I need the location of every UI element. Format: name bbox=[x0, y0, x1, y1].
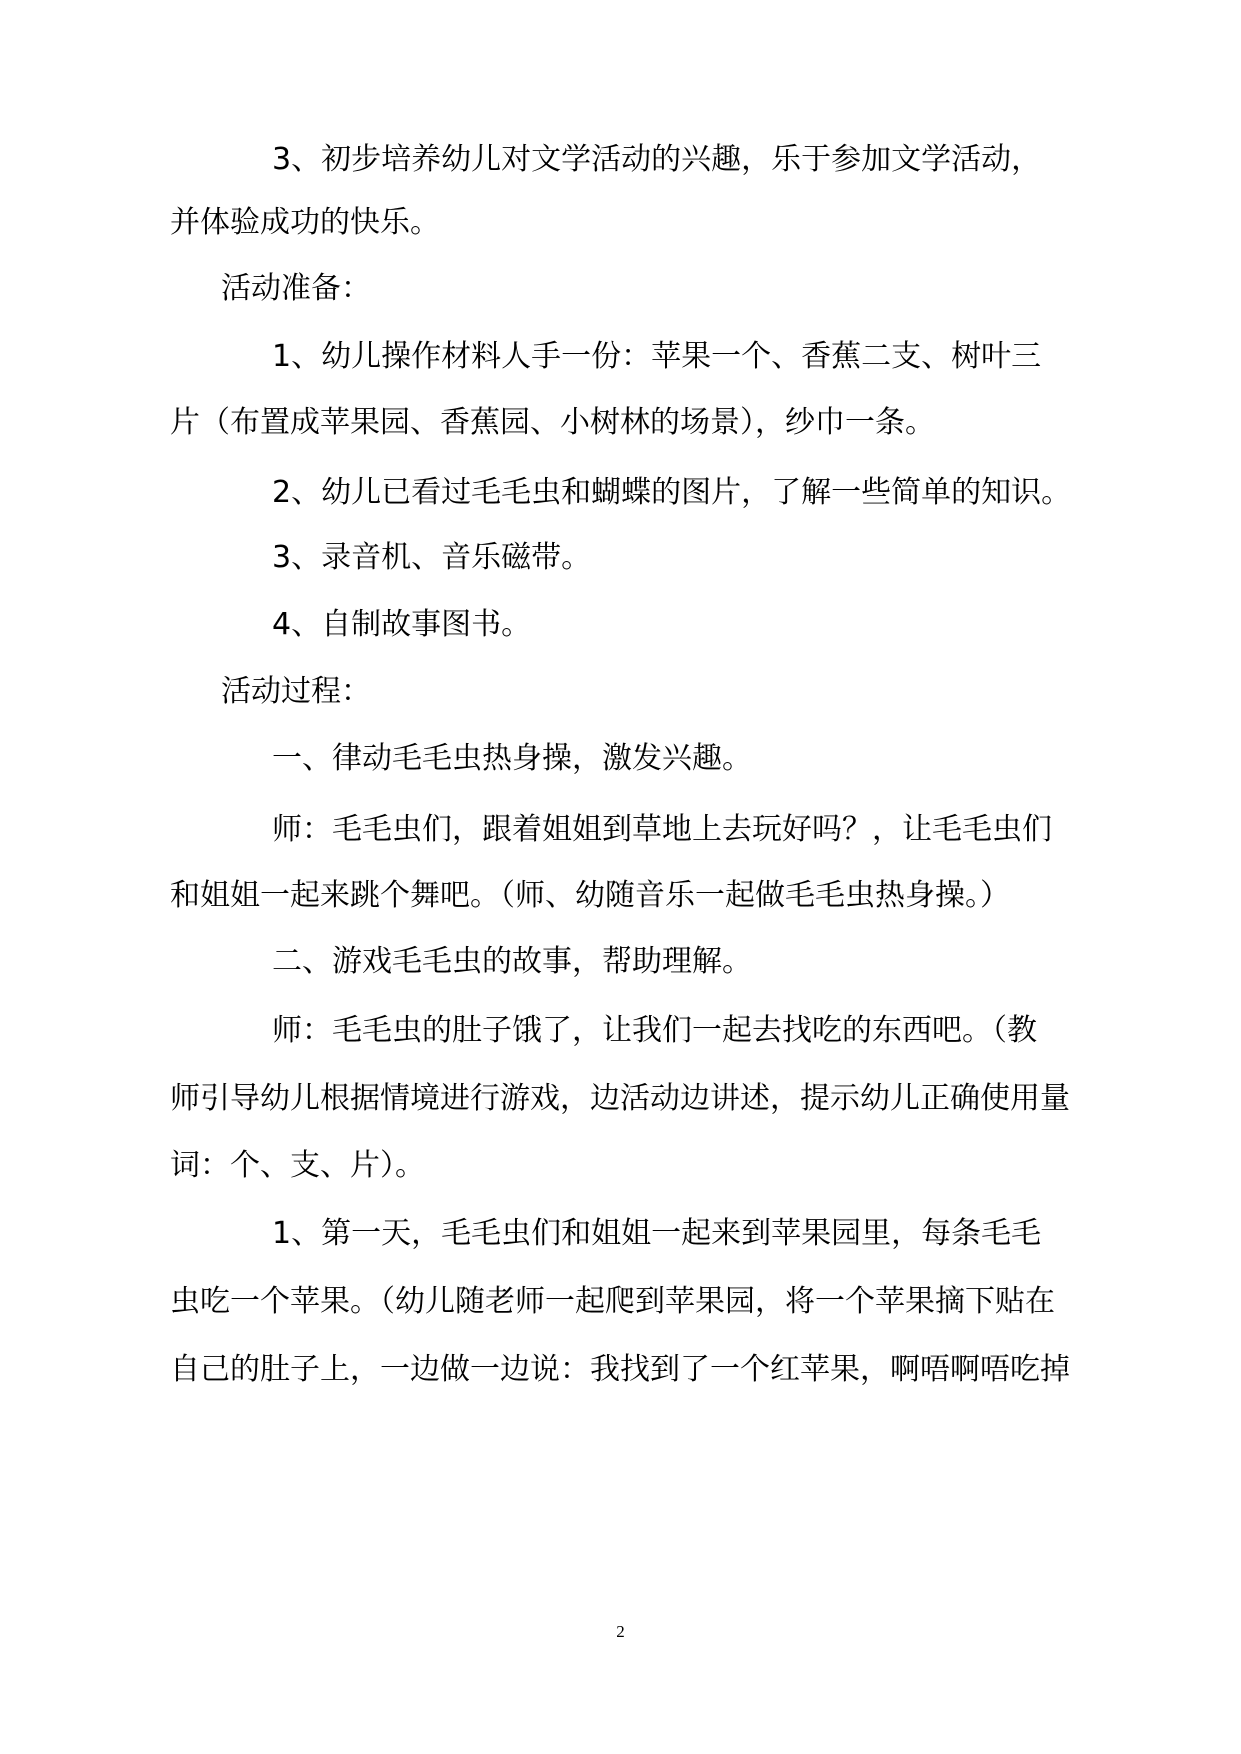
page-number: 2 bbox=[616, 1622, 625, 1641]
text-line: 3、初步培养幼儿对文学活动的兴趣，乐于参加文学活动， bbox=[272, 142, 1042, 177]
text-line: 片（布置成苹果园、香蕉园、小树林的场景），纱巾一条。 bbox=[170, 405, 935, 440]
text-line: 1、幼儿操作材料人手一份：苹果一个、香蕉二支、树叶三 bbox=[272, 339, 1042, 374]
section-heading: 活动过程： bbox=[221, 674, 371, 709]
text-line: 2、幼儿已看过毛毛虫和蝴蝶的图片，了解一些简单的知识。 bbox=[272, 475, 1072, 510]
text-line: 和姐姐一起来跳个舞吧。（师、幼随音乐一起做毛毛虫热身操。） bbox=[170, 878, 1010, 913]
text-line: 1、第一天，毛毛虫们和姐姐一起来到苹果园里，每条毛毛 bbox=[272, 1216, 1042, 1251]
text-line: 一、律动毛毛虫热身操，激发兴趣。 bbox=[272, 741, 752, 776]
section-heading: 活动准备： bbox=[221, 271, 371, 306]
text-line: 师：毛毛虫们，跟着姐姐到草地上去玩好吗？，让毛毛虫们 bbox=[272, 812, 1052, 847]
text-line: 词：个、支、片）。 bbox=[170, 1148, 425, 1183]
text-line: 师：毛毛虫的肚子饿了，让我们一起去找吃的东西吧。（教 bbox=[272, 1013, 1037, 1048]
text-line: 虫吃一个苹果。（幼儿随老师一起爬到苹果园，将一个苹果摘下贴在 bbox=[170, 1284, 1055, 1319]
text-line: 并体验成功的快乐。 bbox=[170, 205, 440, 240]
text-line: 3、录音机、音乐磁带。 bbox=[272, 540, 592, 575]
text-line: 二、游戏毛毛虫的故事，帮助理解。 bbox=[272, 944, 752, 979]
text-line: 师引导幼儿根据情境进行游戏，边活动边讲述，提示幼儿正确使用量 bbox=[170, 1081, 1070, 1116]
text-line: 自己的肚子上，一边做一边说：我找到了一个红苹果，啊唔啊唔吃掉 bbox=[170, 1352, 1070, 1387]
text-line: 4、自制故事图书。 bbox=[272, 607, 532, 642]
